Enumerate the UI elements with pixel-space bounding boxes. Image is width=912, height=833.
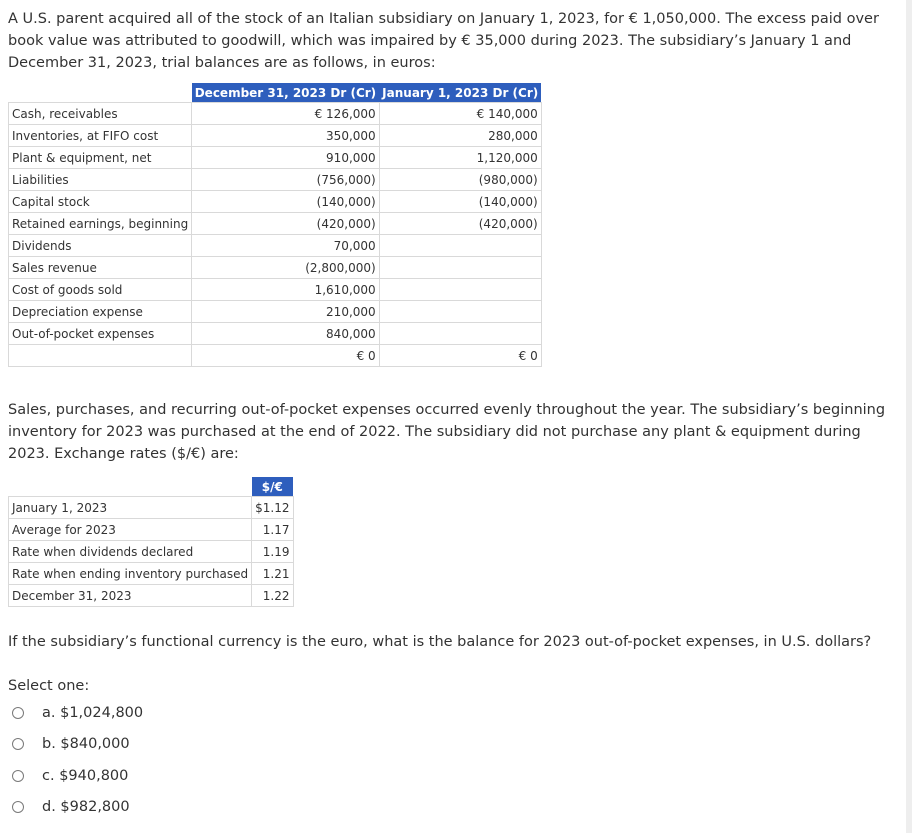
table-row: Average for 2023 1.17 xyxy=(9,519,294,541)
problem-intro: A U.S. parent acquired all of the stock of an Italian subsidiary on January 1, 2023, for € 1,050,000. The excess paid over book value was attributed to goodwill, which was impaired by € 35,000 during 2023. The subsidiary’s January 1 and December 31, 2023, trial balances are as follows, in euros: xyxy=(8,11,879,71)
radio-icon[interactable] xyxy=(12,738,24,750)
table-row: Rate when dividends declared 1.19 xyxy=(9,541,294,563)
trial-balance-table xyxy=(8,83,542,367)
header-rate: $/€ xyxy=(252,477,293,497)
radio-icon[interactable] xyxy=(12,770,24,782)
option-a[interactable] xyxy=(12,705,143,721)
option-d[interactable] xyxy=(12,799,130,815)
table-row: Capital stock (140,000) (140,000) xyxy=(9,191,542,213)
header-dec-2023: December 31, 2023 Dr (Cr) xyxy=(192,83,379,103)
option-label[interactable]: a. $1,024,800 xyxy=(42,705,144,721)
exchange-rates-table xyxy=(8,477,294,607)
question-text: If the subsidiary’s functional currency is the euro, what is the balance for 2023 out-of-pocket expenses, in U.S. dollars? xyxy=(8,634,872,650)
table-row: Cash, receivables € 126,000 € 140,000 xyxy=(9,103,542,125)
table-row: Plant & equipment, net 910,000 1,120,000 xyxy=(9,147,542,169)
option-label[interactable]: d. $982,800 xyxy=(42,799,130,815)
radio-icon[interactable] xyxy=(12,801,24,813)
assumptions-text: Sales, purchases, and recurring out-of-pocket expenses occurred evenly throughout the year. The subsidiary’s beginning inventory for 2023 was purchased at the end of 2022. The subsidiary did not purchase any plant & equipment during 2023. Exchange rates ($/€) are: xyxy=(8,402,886,462)
total-row: € 0 € 0 xyxy=(9,345,542,367)
table-row: Cost of goods sold 1,610,000 xyxy=(9,279,542,301)
option-label[interactable]: b. $840,000 xyxy=(42,736,130,752)
table-row: Depreciation expense 210,000 xyxy=(9,301,542,323)
table-row: December 31, 2023 1.22 xyxy=(9,585,294,607)
option-b[interactable] xyxy=(12,736,130,752)
table-row: Dividends 70,000 xyxy=(9,235,542,257)
table-row: Rate when ending inventory purchased 1.21 xyxy=(9,563,294,585)
table-row: Sales revenue (2,800,000) xyxy=(9,257,542,279)
option-c[interactable] xyxy=(12,768,128,784)
table-row: Out-of-pocket expenses 840,000 xyxy=(9,323,542,345)
table-row: Retained earnings, beginning (420,000) (420,000) xyxy=(9,213,542,235)
scrollbar-track[interactable] xyxy=(906,0,912,833)
header-blank xyxy=(9,83,192,103)
header-blank xyxy=(9,477,252,497)
header-jan-2023: January 1, 2023 Dr (Cr) xyxy=(379,83,541,103)
select-one-label: Select one: xyxy=(8,678,90,694)
table-row: Inventories, at FIFO cost 350,000 280,000 xyxy=(9,125,542,147)
table-row: January 1, 2023 $1.12 xyxy=(9,497,294,519)
option-label[interactable]: c. $940,800 xyxy=(42,768,129,784)
table-row: Liabilities (756,000) (980,000) xyxy=(9,169,542,191)
radio-icon[interactable] xyxy=(12,707,24,719)
